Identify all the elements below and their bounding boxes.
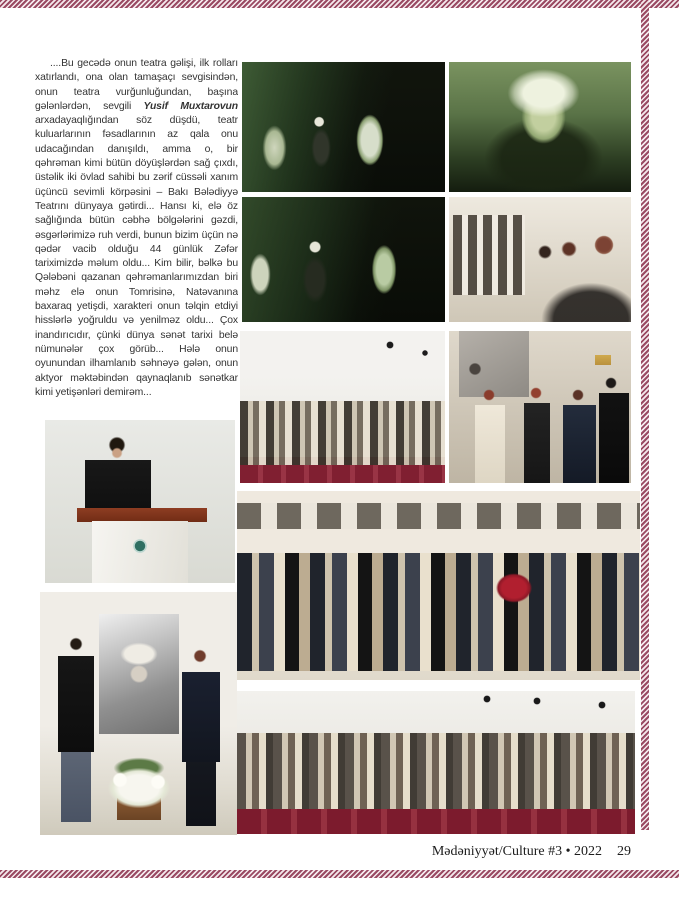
photo-memorial-portrait-flowers [40,592,237,835]
article-paragraph [35,57,238,400]
photo-guests-group-wide [237,491,640,680]
photo-stage-actress-closeup [449,62,631,192]
article-text-rest: arxadayaqlığından söz düşdü, teatr kuluarlarının fəsadlarının az qala onu udacağından danışıldı, amma o, bir qəhrəman kimi bütün döyüşlərdən sağ çıxdı, üstəlik iki övlad sahibi bu zərif cüssəli xanım üçüncü sevimli körpəsini – Bakı Bələdiyyə Teatrını dünyaya gətirdi... Hansı ki, elə öz sağlığında bütün cəbhə bölgələrini gəzdi, əsgərlərimizə ruh verdi, bunun bizim üçün nə qədər vacib olduğu 44 günlük Zəfər tariximizdə məlum oldu... Kim bilir, bəlkə bu Qələbəni qazanan qəhrəmanlarımızdan biri məhz elə onun Tomrisinə, Natəvanına baxaraq yetişdi, xarakteri onun təlqin etdiyi hisslərlə yoğruldu və yenilməz oldu... Çox inandırıcıdır, çünki dünya sənət tarixi belə nümunələr çox görüb... Hələ onun oyunundan ilhamlanıb səhnəyə gələn, onun aktyor məktəbindən qaynaqlanıb sənətkar kimi yetişənləri demirəm... [35,115,238,398]
photo-speaker-at-podium [45,420,235,583]
page-footer [0,844,631,860]
photo-audience-hall-wide [237,691,635,834]
article-text-column [35,57,238,423]
decorative-band-top [0,0,679,8]
article-text-lead: ....Bu gecədə onun teatra gəlişi, ilk rolları xatırlandı, ona olan tamaşaçı sevgisindən, onun teatra vurğunluğundan, başına gələnlərdən, sevgili [35,58,238,112]
person-name-emphasis: Yusif Muxtarovun [143,100,238,112]
photo-stage-performance-2 [242,197,445,322]
page-number: 29 [617,844,631,859]
decorative-band-right [641,0,649,830]
photo-stage-performance-1 [242,62,445,192]
journal-title: Mədəniyyət/Culture #3 • 2022 [431,844,602,859]
photo-family-group-portrait [449,331,631,483]
decorative-band-bottom [0,870,679,878]
photo-exhibition-visitors [449,197,631,322]
photo-audience-applause-small [240,331,445,483]
